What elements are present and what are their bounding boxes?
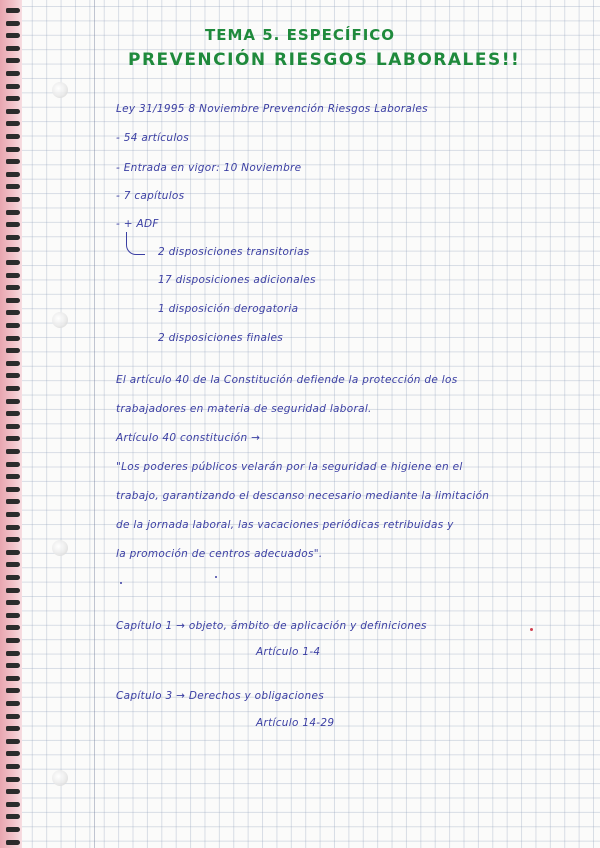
spiral-ring xyxy=(6,323,20,328)
spiral-ring xyxy=(6,688,20,693)
spiral-ring xyxy=(6,222,20,227)
spiral-ring xyxy=(6,273,20,278)
spiral-ring xyxy=(6,764,20,769)
spiral-ring xyxy=(6,651,20,656)
spiral-ring xyxy=(6,525,20,530)
spiral-ring xyxy=(6,84,20,89)
spiral-ring xyxy=(6,121,20,126)
spiral-ring xyxy=(6,336,20,341)
arrow-hook-icon xyxy=(126,232,145,255)
spiral-ring xyxy=(6,134,20,139)
law-reference: Ley 31/1995 8 Noviembre Prevención Riesgos Laborales xyxy=(116,103,428,115)
punch-hole xyxy=(52,312,68,328)
paragraph-line: Artículo 40 constitución → xyxy=(116,432,261,444)
spiral-ring xyxy=(6,449,20,454)
spiral-ring xyxy=(6,827,20,832)
ink-dot xyxy=(215,576,217,578)
spiral-ring xyxy=(6,33,20,38)
paragraph-line: trabajadores en materia de seguridad laboral. xyxy=(116,403,372,415)
punch-hole xyxy=(52,770,68,786)
paragraph-line: El artículo 40 de la Constitución defiende la protección de los xyxy=(116,374,458,386)
spiral-ring xyxy=(6,159,20,164)
spiral-ring xyxy=(6,663,20,668)
quote-line: de la jornada laboral, las vacaciones periódicas retribuidas y xyxy=(116,519,454,531)
spiral-ring xyxy=(6,361,20,366)
spiral-ring xyxy=(6,184,20,189)
spiral-ring xyxy=(6,71,20,76)
spiral-ring xyxy=(6,789,20,794)
spiral-ring xyxy=(6,260,20,265)
spiral-ring xyxy=(6,777,20,782)
spiral-ring xyxy=(6,840,20,845)
spiral-ring xyxy=(6,600,20,605)
spiral-binding xyxy=(0,0,22,848)
spiral-ring xyxy=(6,575,20,580)
spiral-ring xyxy=(6,676,20,681)
spiral-ring xyxy=(6,726,20,731)
spiral-ring xyxy=(6,701,20,706)
spiral-ring xyxy=(6,21,20,26)
spiral-ring xyxy=(6,550,20,555)
spiral-ring xyxy=(6,487,20,492)
ink-dot xyxy=(120,582,122,584)
spiral-ring xyxy=(6,424,20,429)
page-subtitle: PREVENCIÓN RIESGOS LABORALES!! xyxy=(128,50,521,70)
spiral-ring xyxy=(6,109,20,114)
spiral-ring xyxy=(6,814,20,819)
spiral-ring xyxy=(6,235,20,240)
list-item: 1 disposición derogatoria xyxy=(158,303,299,315)
spiral-ring xyxy=(6,399,20,404)
spiral-ring xyxy=(6,210,20,215)
list-item: - Entrada en vigor: 10 Noviembre xyxy=(116,162,302,174)
spiral-ring xyxy=(6,739,20,744)
chapter-articles: Artículo 14-29 xyxy=(256,717,335,729)
spiral-ring xyxy=(6,638,20,643)
spiral-ring xyxy=(6,58,20,63)
spiral-ring xyxy=(6,462,20,467)
chapter-articles: Artículo 1-4 xyxy=(256,646,321,658)
spiral-ring xyxy=(6,562,20,567)
spiral-ring xyxy=(6,247,20,252)
spiral-ring xyxy=(6,285,20,290)
spiral-ring xyxy=(6,348,20,353)
spiral-ring xyxy=(6,499,20,504)
spiral-ring xyxy=(6,613,20,618)
spiral-ring xyxy=(6,436,20,441)
list-item: 2 disposiciones finales xyxy=(158,332,284,344)
spiral-ring xyxy=(6,373,20,378)
punch-hole xyxy=(52,540,68,556)
list-item: 2 disposiciones transitorias xyxy=(158,246,310,258)
spiral-ring xyxy=(6,714,20,719)
quote-line: la promoción de centros adecuados". xyxy=(116,548,323,560)
spiral-ring xyxy=(6,588,20,593)
spiral-ring xyxy=(6,512,20,517)
spiral-ring xyxy=(6,8,20,13)
ink-dot xyxy=(530,628,533,631)
spiral-ring xyxy=(6,625,20,630)
list-item: - + ADF xyxy=(116,218,159,230)
page-title: TEMA 5. ESPECÍFICO xyxy=(205,26,396,44)
chapter-line: Capítulo 3 → Derechos y obligaciones xyxy=(116,690,325,702)
punch-hole xyxy=(52,82,68,98)
quote-line: "Los poderes públicos velarán por la seguridad e higiene en el xyxy=(116,461,463,473)
spiral-ring xyxy=(6,386,20,391)
spiral-ring xyxy=(6,751,20,756)
quote-line: trabajo, garantizando el descanso necesario mediante la limitación xyxy=(116,490,490,502)
list-item: 17 disposiciones adicionales xyxy=(158,274,316,286)
spiral-ring xyxy=(6,197,20,202)
spiral-ring xyxy=(6,411,20,416)
margin-line xyxy=(94,0,95,848)
spiral-ring xyxy=(6,46,20,51)
spiral-ring xyxy=(6,298,20,303)
spiral-ring xyxy=(6,147,20,152)
spiral-ring xyxy=(6,537,20,542)
spiral-ring xyxy=(6,172,20,177)
chapter-line: Capítulo 1 → objeto, ámbito de aplicación y definiciones xyxy=(116,620,427,632)
spiral-ring xyxy=(6,310,20,315)
spiral-ring xyxy=(6,474,20,479)
list-item: - 7 capítulos xyxy=(116,190,185,202)
list-item: - 54 artículos xyxy=(116,132,190,144)
spiral-ring xyxy=(6,96,20,101)
spiral-ring xyxy=(6,802,20,807)
